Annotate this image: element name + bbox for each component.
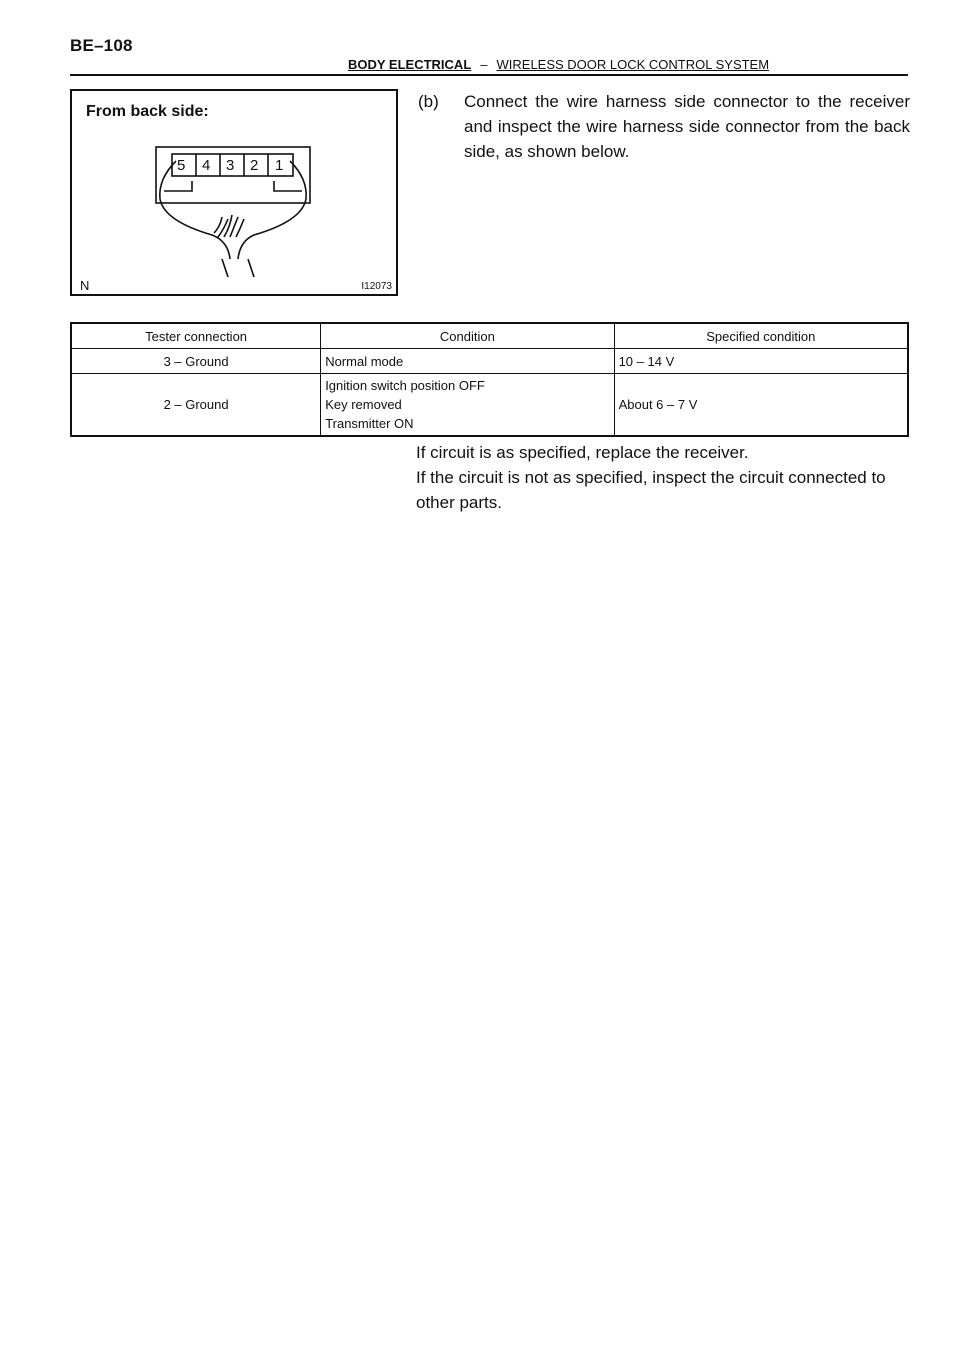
connector-diagram bbox=[72, 91, 396, 294]
figure-code: I12073 bbox=[361, 281, 392, 292]
result-text bbox=[416, 440, 910, 515]
terminal-2: 2 bbox=[250, 157, 259, 174]
condition-line: Key removed bbox=[325, 397, 402, 412]
condition-line: Normal mode bbox=[325, 353, 404, 369]
header-separator: – bbox=[480, 57, 488, 72]
terminal-3: 3 bbox=[226, 157, 235, 174]
specified-condition-cell: About 6 – 7 V bbox=[614, 374, 908, 437]
specified-condition-cell: 10 – 14 V bbox=[614, 349, 908, 374]
terminal-1: 1 bbox=[275, 157, 284, 174]
condition-cell bbox=[321, 349, 614, 374]
terminal-5: 5 bbox=[177, 157, 186, 174]
table-header-row bbox=[71, 323, 908, 349]
table-row bbox=[71, 349, 908, 374]
figure-title: From back side: bbox=[86, 103, 209, 120]
header-topic: WIRELESS DOOR LOCK CONTROL SYSTEM bbox=[496, 57, 770, 72]
condition-line: Ignition switch position OFF bbox=[325, 378, 485, 393]
condition-cell bbox=[321, 374, 614, 437]
page-header bbox=[70, 57, 908, 76]
step-label: (b) bbox=[418, 92, 439, 111]
terminal-4: 4 bbox=[202, 157, 211, 174]
table-row bbox=[71, 374, 908, 437]
connector-figure bbox=[70, 89, 398, 296]
step-text: Connect the wire harness side connector to the receiver and inspect the wire harness side connector from the back side, as shown below. bbox=[464, 92, 910, 161]
connector-housing bbox=[156, 147, 310, 203]
condition-line: Transmitter ON bbox=[325, 416, 414, 431]
header-condition: Condition bbox=[321, 323, 614, 349]
spec-table bbox=[70, 322, 909, 437]
header-section: BODY ELECTRICAL bbox=[348, 57, 472, 72]
figure-corner-mark: N bbox=[80, 278, 90, 293]
page-number: BE–108 bbox=[70, 36, 133, 55]
tester-connection-cell: 2 – Ground bbox=[71, 374, 321, 437]
header-tester-connection: Tester connection bbox=[71, 323, 321, 349]
result-pass: If circuit is as specified, replace the receiver. bbox=[416, 443, 749, 462]
tester-connection-cell: 3 – Ground bbox=[71, 349, 321, 374]
result-fail: If the circuit is not as specified, inspect the circuit connected to other parts. bbox=[416, 468, 886, 512]
header-specified-condition: Specified condition bbox=[614, 323, 908, 349]
